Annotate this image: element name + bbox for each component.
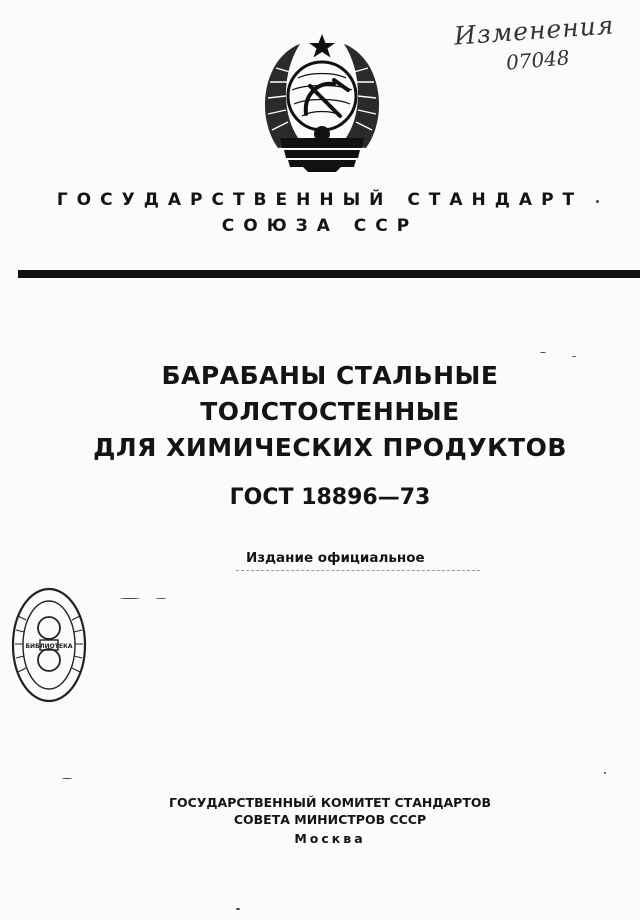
document-title-line2: ТОЛСТОСТЕННЫЕ bbox=[200, 397, 460, 426]
library-stamp-icon bbox=[10, 586, 88, 704]
header-divider bbox=[18, 270, 640, 278]
handwritten-note-line1: Изменения bbox=[453, 10, 616, 51]
scan-speck bbox=[604, 772, 606, 774]
scan-speck bbox=[596, 200, 599, 203]
edition-label: Издание официальное bbox=[246, 550, 425, 566]
scan-speck bbox=[540, 352, 546, 353]
scan-speck bbox=[572, 356, 576, 357]
standard-code: ГОСТ 18896—73 bbox=[229, 485, 431, 510]
stamp-text: БИБЛИОТЕКА bbox=[25, 643, 73, 650]
org-title-line1: ГОСУДАРСТВЕННЫЙ СТАНДАРТ bbox=[56, 190, 584, 210]
publisher-line2: СОВЕТА МИНИСТРОВ СССР bbox=[233, 812, 427, 827]
scan-speck bbox=[156, 598, 166, 599]
document-title-line1: БАРАБАНЫ СТАЛЬНЫЕ bbox=[161, 361, 499, 390]
scan-speck bbox=[120, 598, 140, 599]
state-emblem-icon bbox=[258, 30, 386, 172]
edition-underline bbox=[236, 570, 480, 571]
publisher-line1: ГОСУДАРСТВЕННЫЙ КОМИТЕТ СТАНДАРТОВ bbox=[169, 795, 491, 810]
scan-speck bbox=[62, 778, 72, 779]
org-title-line2: СОЮЗА ССР bbox=[221, 216, 419, 236]
scan-speck bbox=[236, 908, 240, 910]
document-title-line3: ДЛЯ ХИМИЧЕСКИХ ПРОДУКТОВ bbox=[93, 433, 567, 462]
publisher-city: Москва bbox=[294, 831, 366, 846]
handwritten-note-line2: 07048 bbox=[505, 45, 571, 75]
